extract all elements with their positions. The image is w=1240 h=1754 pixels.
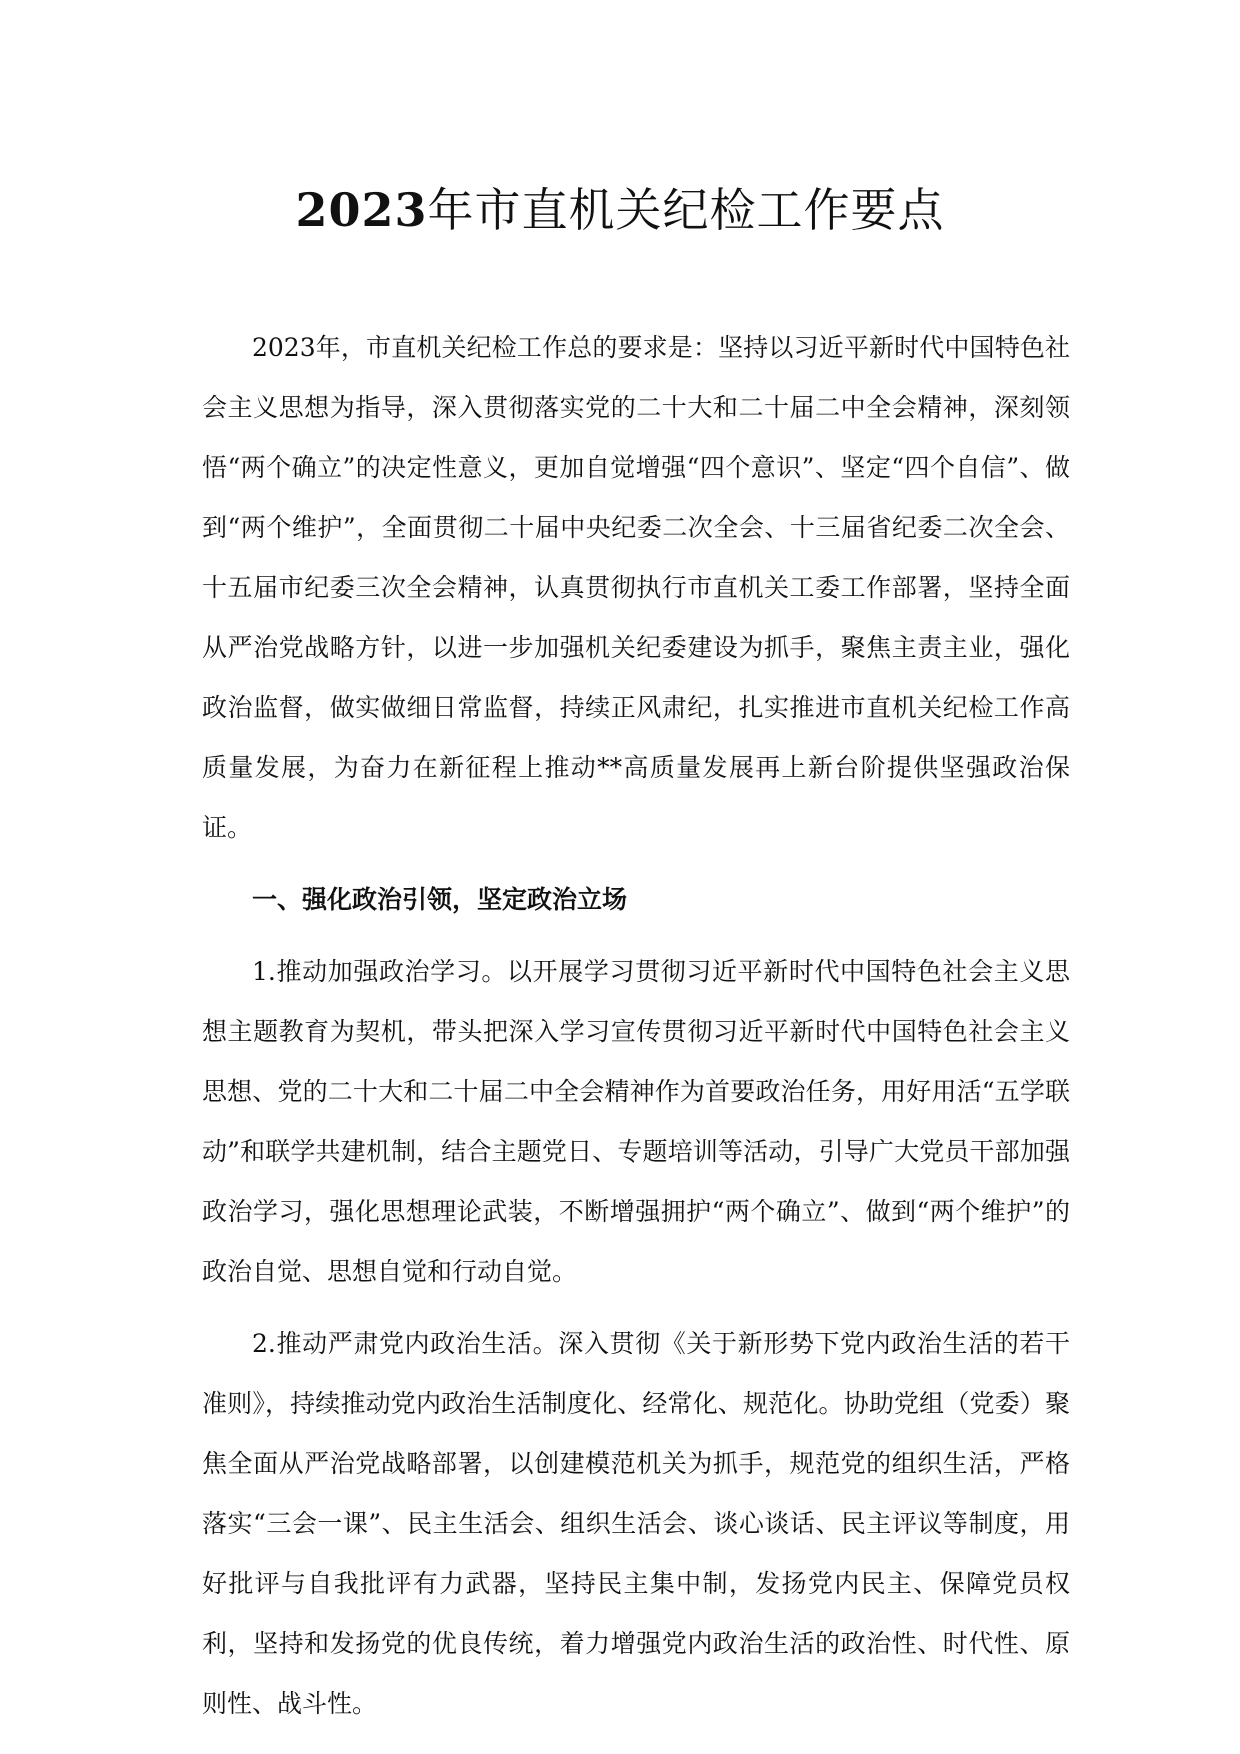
document-title: [0, 180, 1240, 240]
document-body: [202, 318, 1070, 1734]
title-text: 年市直机关纪检工作要点: [427, 183, 945, 237]
item-paragraph-1: 1.推动加强政治学习。以开展学习贯彻习近平新时代中国特色社会主义思想主题教育为契机，带头把深入学习宣传贯彻习近平新时代中国特色社会主义思想、党的二十大和二十届二中全会精神作为首要政治任务，用好用活“五学联动”和联学共建机制，结合主题党日、专题培训等活动，引导广大党员干部加强政治学习，强化思想理论武装，不断增强拥护“两个确立”、做到“两个维护”的政治自觉、思想自觉和行动自觉。: [202, 957, 1070, 1286]
intro-paragraph: 2023年，市直机关纪检工作总的要求是：坚持以习近平新时代中国特色社会主义思想为指导，深入贯彻落实党的二十大和二十届二中全会精神，深刻领悟“两个确立”的决定性意义，更加自觉增强“四个意识”、坚定“四个自信”、做到“两个维护”，全面贯彻二十届中央纪委二次全会、十三届省纪委二次全会、十五届市纪委三次全会精神，认真贯彻执行市直机关工委工作部署，坚持全面从严治党战略方针，以进一步加强机关纪委建设为抓手，聚焦主责主业，强化政治监督，做实做细日常监督，持续正风肃纪，扎实推进市直机关纪检工作高质量发展，为奋力在新征程上推动**高质量发展再上新台阶提供坚强政治保证。: [202, 333, 1070, 842]
item-paragraph-2: 2.推动严肃党内政治生活。深入贯彻《关于新形势下党内政治生活的若干准则》，持续推动党内政治生活制度化、经常化、规范化。协助党组（党委）聚焦全面从严治党战略部署，以创建模范机关为抓手，规范党的组织生活，严格落实“三会一课”、民主生活会、组织生活会、谈心谈话、民主评议等制度，用好批评与自我批评有力武器，坚持民主集中制，发扬党内民主、保障党员权利，坚持和发扬党的优良传统，着力增强党内政治生活的政治性、时代性、原则性、战斗性。: [202, 1329, 1070, 1718]
section-heading-1: 一、强化政治引领，坚定政治立场: [252, 885, 628, 914]
title-year: 2023: [295, 183, 428, 237]
